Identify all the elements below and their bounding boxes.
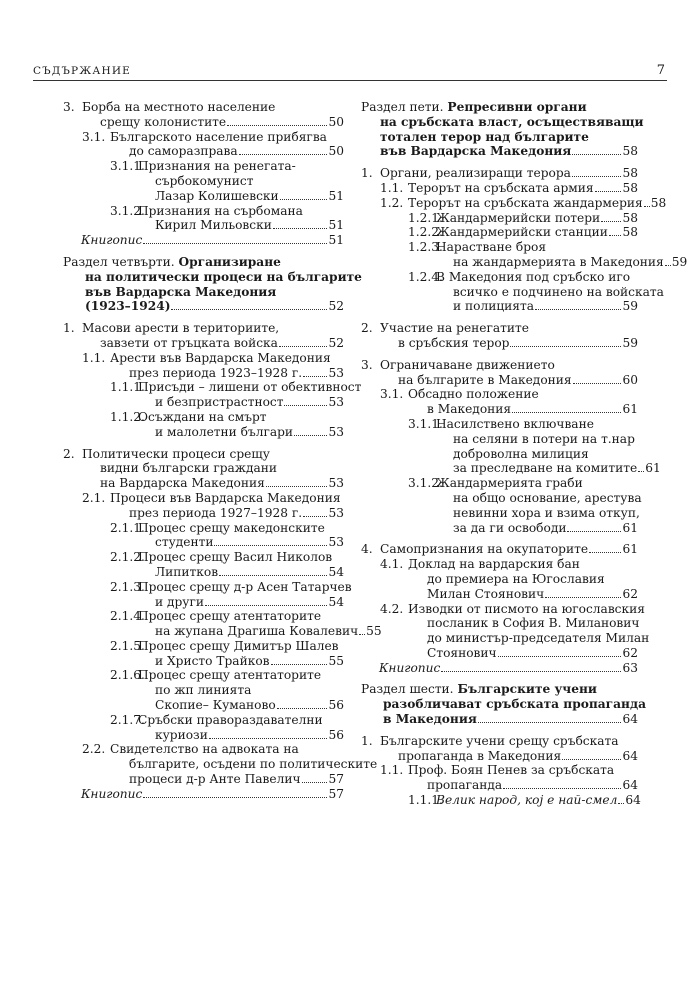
dot-leader bbox=[589, 552, 621, 553]
toc-page-number: 64 bbox=[622, 778, 638, 793]
toc-entry-title: Стоянович bbox=[427, 645, 497, 660]
toc-entry-title: за преследване на комитите bbox=[453, 461, 638, 476]
toc-entry[interactable] bbox=[63, 351, 344, 381]
toc-page-number: 53 bbox=[328, 535, 344, 550]
running-header-title: СЪДЪРЖАНИЕ bbox=[33, 65, 132, 77]
toc-entry-title: на Вардарска Македония bbox=[100, 476, 265, 491]
toc-spacer bbox=[361, 675, 638, 682]
toc-entry-title: във Вардарска Македония bbox=[380, 144, 572, 159]
toc-entry-number: 2.1.2. bbox=[110, 550, 145, 565]
toc-entry-number: 3.1.2. bbox=[408, 476, 443, 491]
toc-entry-title: разобличават сръбската пропаганда bbox=[383, 697, 646, 712]
toc-entry-title: студенти bbox=[155, 535, 214, 550]
toc-entry-number: 1. bbox=[63, 321, 75, 336]
toc-entry-title: българите, осъдени по политическите bbox=[129, 757, 378, 772]
toc-entry-title: Процес срещу Васил Николов bbox=[138, 550, 333, 565]
toc-entry-number: 1.1.1. bbox=[408, 793, 443, 808]
dot-leader bbox=[273, 228, 328, 229]
toc-entry-title: В Македония под сръбско иго bbox=[436, 269, 631, 284]
toc-page-number: 59 bbox=[671, 254, 688, 269]
toc-entry[interactable] bbox=[63, 447, 344, 491]
toc-entry-title: всичко е подчинено на войската bbox=[453, 284, 664, 299]
toc-entry-title: във Вардарска Македония bbox=[85, 284, 277, 299]
toc-page-number: 59 bbox=[622, 335, 638, 350]
toc-entry-number: 2.1.5. bbox=[110, 638, 145, 653]
dot-leader bbox=[573, 383, 622, 384]
toc-section-label: Раздел пети. bbox=[361, 100, 448, 114]
toc-entry-title: Доклад на вардарския бан bbox=[408, 557, 580, 572]
dot-leader bbox=[567, 531, 621, 532]
dot-leader bbox=[665, 265, 671, 266]
toc-entry-number: 2.1.7. bbox=[110, 712, 145, 727]
page-number: 7 bbox=[656, 63, 665, 78]
toc-entry-title: Скопие– Куманово bbox=[155, 698, 276, 713]
toc-entry-title: Изводки от писмото на югославския bbox=[408, 601, 645, 616]
dot-leader bbox=[143, 797, 327, 798]
toc-page-number: 60 bbox=[622, 372, 638, 387]
toc-entry-number: 1.1.1. bbox=[110, 380, 145, 395]
toc-entry-title: Кирил Мильовски bbox=[155, 218, 272, 233]
toc-entry-title: доброволна милиция bbox=[453, 446, 589, 461]
toc-entry[interactable] bbox=[361, 476, 642, 535]
toc-entry-number: 1.2.2. bbox=[408, 225, 443, 240]
toc-entry[interactable] bbox=[361, 661, 638, 676]
toc-page-number: 62 bbox=[622, 645, 638, 660]
toc-entry[interactable] bbox=[361, 358, 638, 388]
toc-page-number: 64 bbox=[622, 712, 638, 727]
toc-page-number: 51 bbox=[328, 188, 344, 203]
toc-entry-title: Книгопис bbox=[81, 786, 143, 801]
toc-entry-title: Терорът на сръбската жандармерия bbox=[408, 195, 643, 210]
toc-page-number: 64 bbox=[622, 748, 638, 763]
toc-page-number: 59 bbox=[622, 299, 638, 314]
toc-spacer bbox=[361, 314, 638, 321]
toc-entry[interactable] bbox=[63, 159, 344, 203]
toc-entry-number: 2.1.6. bbox=[110, 668, 145, 683]
dot-leader bbox=[535, 309, 622, 310]
toc-entry-title: Органи, реализиращи терора bbox=[380, 166, 571, 181]
toc-entry-number: 2. bbox=[361, 321, 373, 336]
toc-page-number: 52 bbox=[328, 299, 344, 314]
toc-page-number: 51 bbox=[328, 218, 344, 233]
toc-entry[interactable] bbox=[361, 387, 638, 417]
toc-spacer bbox=[361, 159, 638, 166]
toc-page-number: 58 bbox=[622, 225, 638, 240]
toc-entry-title: на общо основание, арестува bbox=[453, 490, 642, 505]
toc-entry-title: (1923–1924) bbox=[85, 299, 171, 314]
toc-entry-title: невинни хора и взима откуп, bbox=[453, 505, 640, 520]
toc-entry-number: 1.1. bbox=[82, 350, 106, 365]
running-header bbox=[33, 60, 667, 81]
toc-page-number: 55 bbox=[328, 653, 344, 668]
toc-entry[interactable] bbox=[361, 793, 641, 808]
toc-entry-title: Политически процеси срещу bbox=[82, 446, 270, 461]
dot-leader bbox=[595, 191, 622, 192]
toc-entry-title: Присъди – лишени от обективност bbox=[138, 380, 362, 395]
toc-entry[interactable] bbox=[361, 240, 688, 270]
toc-entry-number: 2.1.4. bbox=[110, 609, 145, 624]
toc-entry-title: пропаганда bbox=[427, 778, 503, 793]
dot-leader bbox=[227, 125, 327, 126]
toc-entry-title: Процес срещу атентаторите bbox=[138, 609, 322, 624]
toc-entry-title: Признания на ренегата- bbox=[138, 159, 296, 174]
toc-spacer bbox=[63, 314, 344, 321]
toc-entry-title: Ограничаване движението bbox=[380, 357, 555, 372]
dot-leader bbox=[302, 782, 328, 783]
toc-page-number: 53 bbox=[328, 476, 344, 491]
dot-leader bbox=[277, 708, 328, 709]
toc-entry-number: 2.1.1. bbox=[110, 520, 145, 535]
toc-page-number: 52 bbox=[328, 335, 344, 350]
toc-entry-number: 2.2. bbox=[82, 742, 106, 757]
toc-entry[interactable] bbox=[63, 668, 344, 712]
toc-entry-title: и малолетни българи bbox=[155, 424, 294, 439]
toc-entry-title: Лазар Колишевски bbox=[155, 188, 279, 203]
toc-page-number: 58 bbox=[622, 166, 638, 181]
toc-entry-title: на сръбската власт, осъществяващи bbox=[380, 114, 644, 129]
dot-leader bbox=[266, 486, 328, 487]
toc-entry-number: 3. bbox=[63, 100, 75, 114]
dot-leader bbox=[441, 671, 621, 672]
toc-entry[interactable] bbox=[63, 321, 344, 351]
dot-leader bbox=[171, 309, 327, 310]
toc-entry-title: Българските учени срещу сръбската bbox=[380, 733, 619, 748]
toc-entry-title: Проф. Боян Пенев за сръбската bbox=[408, 763, 615, 778]
dot-leader bbox=[503, 788, 621, 789]
toc-spacer bbox=[361, 727, 638, 734]
dot-leader bbox=[618, 803, 624, 804]
toc-entry-title: и безпристрастност bbox=[155, 395, 284, 410]
toc-entry-title: Репресивни органи bbox=[447, 100, 587, 114]
toc-entry-number: 2.1. bbox=[82, 490, 106, 505]
toc-entry-title: Българското население прибягва bbox=[110, 129, 327, 144]
dot-leader bbox=[510, 346, 621, 347]
toc-entry-title: през периода 1923–1928 г. bbox=[129, 365, 303, 380]
toc-column-right bbox=[361, 100, 688, 808]
toc-entry-title: на политически процеси на българите bbox=[85, 269, 362, 284]
toc-entry[interactable] bbox=[63, 639, 344, 669]
toc-entry-title: завзети от гръцката войска bbox=[100, 335, 278, 350]
toc-entry-title: Милан Стоянович bbox=[427, 586, 545, 601]
toc-entry-number: 3.1.2. bbox=[110, 203, 145, 218]
toc-entry-title: Борба на местното население bbox=[82, 100, 276, 114]
toc-entry-title: Признания на сърбомана bbox=[138, 203, 303, 218]
toc-section-heading[interactable] bbox=[63, 254, 362, 314]
dot-leader bbox=[294, 435, 327, 436]
toc-page-number: 50 bbox=[328, 114, 344, 129]
toc-entry-number: 3. bbox=[361, 357, 373, 372]
toc-entry-title: Процеси във Вардарска Македония bbox=[110, 490, 341, 505]
toc-page-number: 57 bbox=[328, 786, 344, 801]
toc-entry-title: Процес срещу Димитър Шалев bbox=[138, 638, 339, 653]
toc-entry-number: 1.1. bbox=[380, 180, 404, 195]
toc-entry-number: 3.1. bbox=[380, 387, 404, 402]
dot-leader bbox=[512, 412, 621, 413]
toc-entry[interactable] bbox=[63, 609, 382, 639]
toc-entry-title: Книгопис bbox=[81, 233, 143, 248]
toc-entry[interactable] bbox=[361, 211, 638, 226]
toc-entry-title: Липитков bbox=[155, 564, 219, 579]
toc-entry-number: 1.2.3. bbox=[408, 240, 443, 255]
dot-leader bbox=[644, 206, 650, 207]
toc-entry-title: Масови арести в териториите, bbox=[82, 321, 280, 336]
toc-entry-title: Осъждани на смърт bbox=[138, 409, 267, 424]
toc-entry-title: в Македония bbox=[383, 712, 477, 727]
toc-entry-title: на селяни в потери на т.нар bbox=[453, 431, 635, 446]
dot-leader bbox=[239, 154, 328, 155]
toc-entry-title: срещу колонистите bbox=[100, 114, 227, 129]
toc-entry-title: Процес срещу д-р Асен Татарчев bbox=[138, 579, 352, 594]
toc-entry[interactable] bbox=[361, 269, 664, 314]
dot-leader bbox=[572, 154, 621, 155]
dot-leader bbox=[271, 664, 328, 665]
toc-entry[interactable] bbox=[63, 491, 344, 521]
toc-entry-title: на жандармерията в Македония bbox=[453, 254, 664, 269]
dot-leader bbox=[279, 346, 328, 347]
dot-leader bbox=[209, 738, 328, 739]
toc-page-number: 53 bbox=[328, 505, 344, 520]
toc-entry[interactable] bbox=[63, 550, 344, 580]
toc-entry-title: Жандармерийски станции bbox=[436, 225, 608, 240]
dot-leader bbox=[303, 516, 327, 517]
dot-leader bbox=[219, 575, 327, 576]
toc-page-number: 61 bbox=[645, 461, 661, 476]
toc-entry[interactable] bbox=[361, 557, 638, 601]
toc-entry-title: Книгопис bbox=[379, 660, 441, 675]
toc-spacer bbox=[63, 248, 344, 255]
toc-entry-number: 3.1. bbox=[82, 129, 106, 144]
toc-entry-title: в сръбския терор bbox=[398, 335, 510, 350]
toc-entry[interactable] bbox=[63, 521, 344, 551]
toc-entry[interactable] bbox=[63, 130, 344, 160]
toc-page-number: 63 bbox=[622, 660, 638, 675]
toc-entry-title: Самопризнания на окупаторите bbox=[380, 542, 589, 557]
toc-entry-title: и други bbox=[155, 594, 204, 609]
toc-entry-number: 1.1. bbox=[380, 763, 404, 778]
toc-entry-number: 1.1.2. bbox=[110, 409, 145, 424]
dot-leader bbox=[280, 199, 328, 200]
toc-page-number: 51 bbox=[328, 233, 344, 248]
toc-section-label: Раздел четвърти. bbox=[63, 254, 179, 269]
toc-page-number: 61 bbox=[622, 402, 638, 417]
toc-page-number: 56 bbox=[328, 698, 344, 713]
toc-entry[interactable] bbox=[63, 204, 344, 234]
toc-section-label: Раздел шести. bbox=[361, 682, 458, 697]
toc-entry[interactable] bbox=[361, 225, 638, 240]
dot-leader bbox=[601, 221, 621, 222]
toc-entry-number: 4.1. bbox=[380, 557, 404, 572]
toc-page-number: 53 bbox=[328, 365, 344, 380]
toc-entry-title: на жупана Драгиша Ковалевич bbox=[155, 624, 359, 639]
toc-entry-title: Терорът на сръбската армия bbox=[408, 180, 594, 195]
toc-page-number: 61 bbox=[622, 542, 638, 557]
toc-page-number: 62 bbox=[622, 586, 638, 601]
toc-spacer bbox=[63, 440, 344, 447]
toc-entry[interactable] bbox=[361, 542, 638, 557]
toc-entry-title: процеси д-р Анте Павелич bbox=[129, 772, 301, 787]
toc-entry[interactable] bbox=[63, 787, 344, 802]
toc-entry-title: Процес срещу македонските bbox=[138, 520, 325, 535]
toc-entry[interactable] bbox=[63, 410, 344, 440]
toc-entry-number: 2. bbox=[63, 446, 75, 461]
dot-leader bbox=[562, 759, 621, 760]
toc-entry-title: за да ги освободи bbox=[453, 520, 567, 535]
toc-entry-number: 2.1.3. bbox=[110, 579, 145, 594]
toc-entry-title: видни български граждани bbox=[100, 461, 278, 476]
dot-leader bbox=[609, 235, 622, 236]
toc-entry-title: посланик в София В. Миланович bbox=[427, 616, 640, 631]
toc-entry-title: Арести във Вардарска Македония bbox=[110, 350, 331, 365]
dot-leader bbox=[143, 243, 327, 244]
toc-entry[interactable] bbox=[361, 734, 638, 764]
toc-entry-title: в Македония bbox=[427, 402, 512, 417]
toc-spacer bbox=[361, 351, 638, 358]
toc-entry-title: тотален терор над българите bbox=[380, 129, 589, 144]
toc-entry[interactable] bbox=[361, 763, 638, 793]
toc-section-heading[interactable] bbox=[361, 100, 644, 159]
dot-leader bbox=[478, 722, 622, 723]
toc-page-number: 53 bbox=[328, 424, 344, 439]
toc-entry[interactable] bbox=[63, 713, 344, 743]
toc-entry-title: сърбокомунист bbox=[155, 173, 254, 188]
toc-entry-title: пропаганда в Македония bbox=[398, 748, 562, 763]
toc-entry-title: на българите в Македония bbox=[398, 372, 572, 387]
toc-page-number: 56 bbox=[328, 727, 344, 742]
toc-page-number: 58 bbox=[622, 144, 638, 159]
toc-page-number: 58 bbox=[622, 180, 638, 195]
toc-entry[interactable] bbox=[361, 195, 667, 211]
toc-page-number: 54 bbox=[328, 594, 344, 609]
toc-entry-number: 3.1.1. bbox=[408, 416, 443, 431]
toc-page-number: 58 bbox=[622, 210, 638, 225]
toc-page-number: 53 bbox=[328, 395, 344, 410]
toc-entry-title: до саморазправа bbox=[129, 144, 238, 159]
toc-entry-title: Сръбски правораздавателни bbox=[138, 712, 323, 727]
toc-entry-title: Обсадно положение bbox=[408, 387, 539, 402]
dot-leader bbox=[284, 405, 327, 406]
toc-entry-title: до министър-председателя Милан bbox=[427, 631, 650, 646]
dot-leader bbox=[214, 545, 327, 546]
dot-leader bbox=[303, 376, 327, 377]
toc-entry-title: по жп линията bbox=[155, 683, 252, 698]
toc-page-number: 50 bbox=[328, 144, 344, 159]
toc-spacer bbox=[361, 535, 638, 542]
toc-entry-number: 4.2. bbox=[380, 601, 404, 616]
toc-entry-title: Насилствено включване bbox=[436, 416, 594, 431]
toc-entry[interactable] bbox=[361, 166, 638, 181]
dot-leader bbox=[498, 656, 622, 657]
toc-page-number: 64 bbox=[625, 793, 641, 808]
toc-section-heading[interactable] bbox=[361, 682, 646, 727]
toc-entry-title: Велик народ, кој е най-смел bbox=[436, 793, 618, 808]
toc-entry-number: 1.2.1. bbox=[408, 210, 443, 225]
toc-entry-title: Нарастване броя bbox=[436, 240, 547, 255]
toc-page-number: 54 bbox=[328, 564, 344, 579]
toc-entry[interactable] bbox=[63, 233, 344, 248]
toc-entry-number: 1.2. bbox=[380, 195, 404, 210]
dot-leader bbox=[572, 176, 622, 177]
toc-entry[interactable] bbox=[361, 601, 650, 661]
toc-entry-title: Жандармерийски потери bbox=[436, 210, 601, 225]
toc-entry[interactable] bbox=[63, 380, 362, 410]
toc-entry-number: 1. bbox=[361, 166, 373, 181]
toc-entry-title: и Христо Трайков bbox=[155, 653, 270, 668]
toc-entry[interactable] bbox=[361, 416, 661, 476]
toc-page-number: 58 bbox=[650, 195, 667, 210]
toc-entry-number: 4. bbox=[361, 542, 373, 557]
toc-entry-title: Жандармерията граби bbox=[436, 476, 583, 491]
toc-page-number: 55 bbox=[366, 624, 382, 639]
toc-entry-title: Участие на ренегатите bbox=[380, 321, 529, 336]
toc-entry-number: 1.2.4. bbox=[408, 269, 443, 284]
toc-entry-title: Организиране bbox=[178, 254, 281, 269]
toc-entry-title: Българските учени bbox=[457, 682, 597, 697]
toc-page-number: 61 bbox=[622, 520, 638, 535]
dot-leader bbox=[638, 471, 644, 472]
toc-entry-title: куриози bbox=[155, 727, 208, 742]
dot-leader bbox=[205, 605, 328, 606]
toc-entry-title: Свидетелство на адвоката на bbox=[110, 742, 299, 757]
toc-page-number: 57 bbox=[328, 772, 344, 787]
toc-entry[interactable] bbox=[63, 100, 344, 130]
toc-entry-number: 3.1.1. bbox=[110, 159, 145, 174]
toc-entry-title: Процес срещу атентаторите bbox=[138, 668, 322, 683]
toc-entry-number: 1. bbox=[361, 733, 373, 748]
toc-entry[interactable] bbox=[63, 742, 378, 787]
toc-entry[interactable] bbox=[63, 579, 352, 610]
toc-entry[interactable] bbox=[361, 181, 638, 196]
toc-column-left bbox=[63, 100, 382, 802]
toc-entry-title: през периода 1927–1928 г. bbox=[129, 505, 303, 520]
dot-leader bbox=[545, 597, 621, 598]
toc-entry-title: до премиера на Югославия bbox=[427, 571, 605, 586]
toc-entry-title: и полицията bbox=[453, 299, 534, 314]
toc-entry[interactable] bbox=[361, 321, 638, 351]
